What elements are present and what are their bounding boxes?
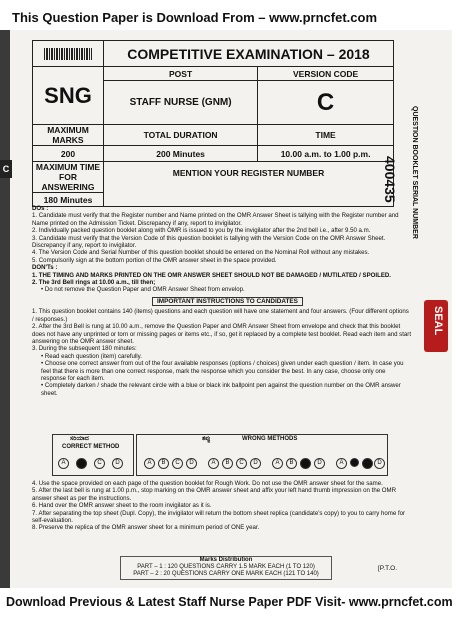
donts-item: • Do not remove the Question Paper and OMR Answer Sheet from envelop. <box>41 286 245 294</box>
bubble-a: A <box>336 458 347 469</box>
instructions-body <box>32 205 412 397</box>
instruction-item: 3. During the subsequent 180 minutes: <box>32 345 137 353</box>
bubble-b: B <box>286 458 297 469</box>
marks-title: Marks Distribution <box>199 557 253 563</box>
seal-badge <box>424 300 448 352</box>
bubble-b-partial <box>350 458 359 467</box>
total-duration-label: TOTAL DURATION <box>104 125 258 146</box>
wrong-method-kn: ತಪ್ಪು <box>202 436 211 442</box>
pto-note: [P.T.O. <box>378 565 398 572</box>
answer-method-examples <box>52 434 422 480</box>
instructions-heading: IMPORTANT INSTRUCTIONS TO CANDIDATES <box>152 297 303 306</box>
bubble-d: D <box>112 458 123 469</box>
bottom-banner-text: Download Previous & Latest Staff Nurse Paper PDF Visit- www.prncfet.com <box>6 595 453 609</box>
correct-method-label: CORRECT METHOD <box>62 444 120 450</box>
donts-item: 1. THE TIMING AND MARKS PRINTED ON THE OMR ANSWER SHEET SHOULD NOT BE DAMAGED / MUTILATED / SPOILED. <box>32 271 391 279</box>
bubble-b-filled <box>76 458 87 469</box>
bottom-banner <box>0 589 456 617</box>
exam-time: 10.00 a.m. to 1.00 p.m. <box>258 146 394 162</box>
subject-code: SNG <box>33 67 104 125</box>
dos-heading: DOs : <box>32 205 49 212</box>
instructions-continued <box>32 480 412 532</box>
bubble-a: A <box>144 458 155 469</box>
bubble-a: A <box>208 458 219 469</box>
donts-heading: DON'Ts : <box>32 264 58 272</box>
bubble-c-filled <box>362 458 373 469</box>
instruction-item: 8. Preserve the replica of the OMR answer sheet for a minimum period of ONE year. <box>32 524 260 532</box>
bubble-c: C <box>94 458 105 469</box>
total-duration: 200 Minutes <box>104 146 258 162</box>
bubble-a: A <box>58 458 69 469</box>
correct-method-kn: ಸರಿಯಾದ <box>70 436 89 442</box>
dos-item: 1. Candidate must verify that the Register number and Name printed on the OMR Answer Sheet is tallying with the Register number and Name printed on the Admission Ticket. Discrepancy if any, report to invigilator. <box>32 212 399 227</box>
marks-part1: PART – 1 : 120 QUESTIONS CARRY 1.5 MARK EACH (1 TO 120) <box>137 564 315 571</box>
page-edge <box>0 30 10 588</box>
bubble-d: D <box>250 458 261 469</box>
instruction-item: 4. Use the space provided on each page of the question booklet for Rough Work. Do not use the OMR answer sheet for the same. <box>32 480 383 487</box>
instruction-item: 7. After separating the top sheet (Dupl. Copy), the invigilator will return the bottom sheet replica (candidate's copy) to you to carry home for self-evaluation. <box>32 509 406 525</box>
instruction-item: • Completely darken / shade the relevant circle with a blue or black ink ballpoint pen against the question number on the OMR answer sheet. <box>41 382 401 397</box>
bubble-c: C <box>172 458 183 469</box>
max-time-label: MAXIMUM TIME FOR ANSWERING <box>33 162 104 193</box>
exam-header-table <box>32 40 394 207</box>
seal-label: SEAL <box>432 306 444 336</box>
dos-item: 3. Candidate must verify that the Version Code of this question booklet is tallying with the Version Code on the OMR Answer Sheet. Discrepancy if any, report to invigilator. <box>32 234 386 250</box>
instruction-item: 5. After the last bell is rung at 1.00 p.m., stop marking on the OMR answer sheet and affix your left hand thumb impression on the OMR answer sheet as per the instructions. <box>32 487 397 502</box>
bubble-d: D <box>374 458 385 469</box>
instruction-item: • Choose one correct answer from out of the four available responses (options / choices) given under each question / item. In case you feel that there is more than one correct response, mark the response which you consider the best. In any case, choose only one response for each item. <box>41 360 404 382</box>
bubble-c-filled <box>300 458 311 469</box>
bubble-b-ticked: B <box>158 458 169 469</box>
exam-title: COMPETITIVE EXAMINATION – 2018 <box>104 41 394 67</box>
instruction-item: • Read each question (item) carefully. <box>41 352 142 360</box>
top-banner <box>0 0 456 30</box>
serial-label: QUESTION BOOKLET SERIAL NUMBER <box>411 106 418 239</box>
marks-distribution <box>120 556 332 580</box>
time-label: TIME <box>258 125 394 146</box>
instruction-item: 1. This question booklet contains 140 (items) questions and each question will have one statement and four answers. (Four different options / responses.) <box>32 308 409 323</box>
register-number-label: MENTION YOUR REGISTER NUMBER <box>104 162 394 207</box>
max-marks: 200 <box>33 146 104 162</box>
bubble-c-crossed: C <box>236 458 247 469</box>
instruction-item: 2. After the 3rd Bell is rung at 10.00 a.m., remove the Question Paper and OMR Answer Sheet from envelope and check that this booklet does not have any unprinted or torn or missing pages or items etc., if so, get it replaced by a complete test booklet. Read each item and start answering on the OMR answer sheet. <box>32 323 412 345</box>
bubble-d: D <box>186 458 197 469</box>
donts-item: 2. The 3rd Bell rings at 10.00 a.m., till then; <box>32 279 156 287</box>
bubble-a: A <box>272 458 283 469</box>
bubble-d: D <box>314 458 325 469</box>
correct-method-box <box>52 434 134 476</box>
marks-part2: PART – 2 : 20 QUESTIONS CARRY ONE MARK EACH (121 TO 140) <box>133 571 319 578</box>
dos-item: 2. Individually packed question booklet along with OMR is issued to you by the invigilator after the 2nd bell i.e., after 9.50 a.m. <box>32 227 371 235</box>
dos-item: 5. Compulsorily sign at the bottom portion of the OMR answer sheet in the space provided. <box>32 256 277 264</box>
top-banner-text: This Question Paper is Download From – www.prncfet.com <box>12 10 378 25</box>
edge-tag: C <box>0 160 12 178</box>
max-time: 180 Minutes <box>33 193 104 207</box>
version-code: C <box>258 81 394 125</box>
bubble-b: B <box>222 458 233 469</box>
barcode-cell <box>33 41 104 67</box>
version-code-label: VERSION CODE <box>258 67 394 81</box>
wrong-methods-label: WRONG METHODS <box>242 436 298 442</box>
instruction-item: 6. Hand over the OMR answer sheet to the room invigilator as it is. <box>32 502 212 510</box>
barcode-icon <box>44 48 92 60</box>
post-label: POST <box>104 67 258 81</box>
post-value: STAFF NURSE (GNM) <box>104 81 258 125</box>
max-marks-label: MAXIMUM MARKS <box>33 125 104 146</box>
serial-number: 400435 <box>382 156 398 203</box>
dos-item: 4. The Version Code and Serial Number of this question booklet should be entered on the Nominal Roll without any mistakes. <box>32 249 370 257</box>
